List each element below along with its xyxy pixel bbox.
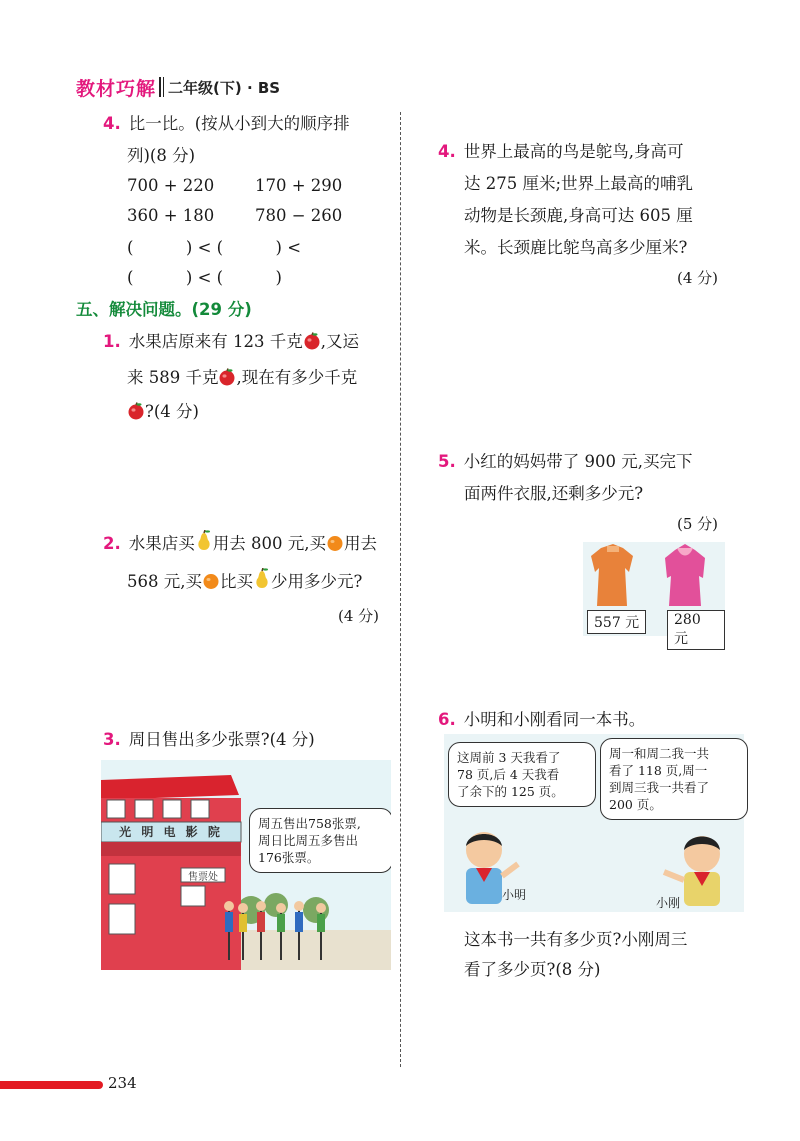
points-label: (4 分) [677,269,719,287]
brand-title: 教材巧解 [76,77,157,100]
problem-text: 这本书一共有多少页?小刚周三 [464,930,688,949]
expression: 170 + 290 [255,176,343,195]
problem-1-line3 [127,396,199,428]
problem-text: 看了多少页?(8 分) [464,960,601,979]
header-divider-thin [163,77,164,97]
problem-text: 水果店原来有 123 千克 [128,332,303,351]
bubble-line: 到周三我一共看了 [609,780,710,795]
bubble-line: 周日比周五多售出 [258,833,359,848]
problem-2 [103,528,377,560]
page-header [76,74,280,100]
cinema-sign: 光 明 电 影 院 [119,825,223,839]
problem-text: 小红的妈妈带了 900 元,买完下 [463,452,693,471]
bubble-line: 了余下的 125 页。 [457,784,564,799]
problem-text: 米。长颈鹿比鸵鸟高多少厘米? [464,238,688,257]
points-label: (5 分) [677,515,719,533]
question-number: 4. [103,114,121,133]
bubble-line: 200 页。 [609,797,662,812]
problem-text: 动物是长颈鹿,身高可达 605 厘 [464,206,693,225]
speech-bubble-xiaogang [600,738,748,820]
speech-bubble-xiaoming [448,742,596,807]
problem-number: 6. [438,710,456,729]
problem-text: ,又运 [320,332,359,351]
expression: 360 + 180 [127,206,215,225]
clothes-images [583,542,725,612]
speech-bubble [249,808,391,873]
price-tag: 280 元 [667,610,725,650]
problem-text: ?(4 分) [145,402,199,421]
bubble-line: 看了 118 页,周一 [609,763,708,778]
problem-text: 小明和小刚看同一本书。 [463,710,646,729]
page-number: 234 [108,1074,137,1092]
expression: 780 − 260 [255,206,343,225]
name-label-xiaogang: 小刚 [656,896,681,910]
cinema-illustration [101,760,391,970]
footer-bar [0,1081,103,1089]
problem-text: ,现在有多少千克 [236,368,358,387]
bubble-line: 周一和周二我一共 [609,746,710,761]
question-text: 比一比。(按从小到大的顺序排 [128,114,350,133]
problem-text: 用去 800 元,买 [212,534,326,553]
problem-number: 4. [438,142,456,161]
header-divider [159,77,161,97]
problem-number: 5. [438,452,456,471]
children-drawing [444,824,744,912]
bubble-line: 这周前 3 天我看了 [457,750,561,765]
problem-text: 少用多少元? [270,572,363,591]
problem-text: 周日售出多少张票?(4 分) [128,730,315,749]
problem-text: 用去 [343,534,377,553]
points-label: (4 分) [338,607,380,625]
grade-label: 二年级(下) · BS [168,78,281,97]
clothes-illustration [583,542,725,647]
problem-text: 比买 [219,572,253,591]
problem-5 [438,446,692,478]
problem-text: 水果店买 [128,534,195,553]
problem-3 [103,724,315,756]
problem-text: 达 275 厘米;世界上最高的哺乳 [464,174,694,193]
problem-2-line2 [127,566,362,598]
problem-6 [438,704,645,736]
price-tag: 557 元 [587,610,646,634]
apple-icon [127,402,145,420]
ticket-office-sign: 售票处 [188,872,218,883]
problem-text: 世界上最高的鸟是鸵鸟,身高可 [463,142,684,161]
problem-number: 1. [103,332,121,351]
apple-icon [218,368,236,386]
orange-icon [326,534,344,552]
problem-text: 面两件衣服,还剩多少元? [464,484,644,503]
column-divider [400,112,401,1067]
problem-4 [438,136,684,168]
bubble-line: 78 页,后 4 天我看 [457,767,560,782]
bubble-line: 周五售出758张票, [258,816,361,831]
expression: 700 + 220 [127,176,215,195]
compare-row: ( ) < ( ) [127,268,282,287]
dialogue-illustration [444,734,744,912]
problem-1-line2 [127,362,357,394]
bubble-line: 176张票。 [258,850,320,865]
problem-number: 3. [103,730,121,749]
section-heading: 五、解决问题。(29 分) [76,300,252,319]
question-4-compare [103,108,350,140]
problem-1 [103,326,359,358]
problem-text: 来 589 千克 [127,368,219,387]
orange-icon [202,572,220,590]
apple-icon [303,332,321,350]
problem-text: 568 元,买 [127,572,202,591]
problem-number: 2. [103,534,121,553]
question-text-cont: 列)(8 分) [127,146,196,165]
name-label-xiaoming: 小明 [502,888,527,902]
compare-row: ( ) < ( ) < [127,238,302,257]
pear-icon [195,530,213,552]
pear-icon [253,568,271,590]
